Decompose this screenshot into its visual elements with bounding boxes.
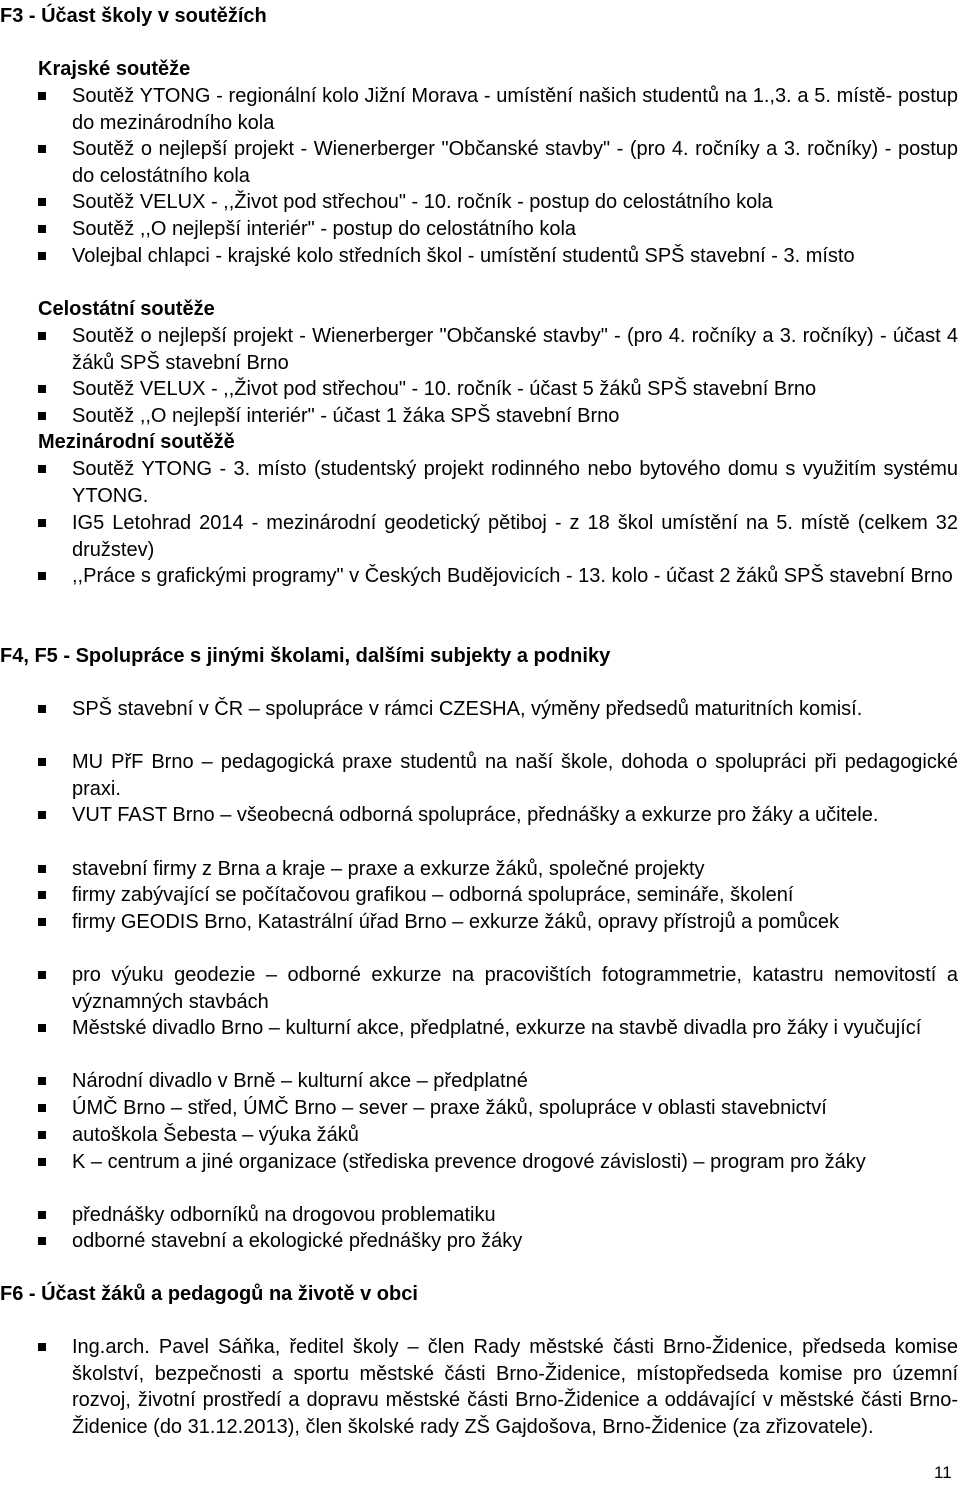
national-competitions-heading: Celostátní soutěže bbox=[38, 298, 215, 320]
list-item: Soutěž o nejlepší projekt - Wienerberger "Občanské stavby" - (pro 4. ročníky a 3. ročníky) - účast 4 žáků SPŠ stavební Brno bbox=[72, 323, 958, 376]
list-item: Soutěž ,,O nejlepší interiér" - účast 1 žáka SPŠ stavební Brno bbox=[72, 403, 958, 430]
list-item: Soutěž ,,O nejlepší interiér" - postup do celostátního kola bbox=[72, 216, 958, 243]
list-item: SPŠ stavební v ČR – spolupráce v rámci CZESHA, výměny předsedů maturitních komisí. bbox=[72, 696, 958, 723]
list-item: odborné stavební a ekologické přednášky pro žáky bbox=[72, 1228, 958, 1255]
list-item: Soutěž VELUX - ,,Život pod střechou" - 10. ročník - účast 5 žáků SPŠ stavební Brno bbox=[72, 376, 958, 403]
list-item: Soutěž YTONG - regionální kolo Jižní Morava - umístění našich studentů na 1.,3. a 5. místě- postup do mezinárodního kola bbox=[72, 83, 958, 136]
list-item: Městské divadlo Brno – kulturní akce, předplatné, exkurze na stavbě divadla pro žáky i vyučující bbox=[72, 1015, 958, 1042]
list-item: MU PřF Brno – pedagogická praxe studentů na naší škole, dohoda o spolupráci při pedagogické praxi. bbox=[72, 749, 958, 802]
list-item: firmy GEODIS Brno, Katastrální úřad Brno – exkurze žáků, opravy přístrojů a pomůcek bbox=[72, 909, 958, 936]
section-f3-title: F3 - Účast školy v soutěžích bbox=[0, 5, 267, 27]
list-item: pro výuku geodezie – odborné exkurze na pracovištích fotogrammetrie, katastru nemovitostí a významných stavbách bbox=[72, 962, 958, 1015]
list-item: IG5 Letohrad 2014 - mezinárodní geodetický pětiboj - z 18 škol umístění na 5. místě (celkem 32 družstev) bbox=[72, 510, 958, 563]
list-item: firmy zabývající se počítačovou grafikou – odborná spolupráce, semináře, školení bbox=[72, 882, 958, 909]
list-item: Soutěž YTONG - 3. místo (studentský projekt rodinného nebo bytového domu s využitím systému YTONG. bbox=[72, 456, 958, 509]
regional-competitions-heading: Krajské soutěže bbox=[38, 58, 191, 80]
list-item: ,,Práce s grafickými programy" v Českých Budějovicích - 13. kolo - účast 2 žáků SPŠ stavební Brno bbox=[72, 563, 958, 590]
list-item: Ing.arch. Pavel Sáňka, ředitel školy – člen Rady městské části Brno-Židenice, předseda komise školství, bezpečnosti a sportu městské části Brno-Židenice, místopředseda komise pro územní rozvoj, životní prostředí a dopravu městské části Brno-Židenice a oddávající v městské části Brno-Židenice (do 31.12.2013), člen školské rady ZŠ Gajdošova, Brno-Židenice (za zřizovatele). bbox=[72, 1334, 958, 1440]
section-f6-title: F6 - Účast žáků a pedagogů na životě v obci bbox=[0, 1283, 418, 1305]
list-item: Volejbal chlapci - krajské kolo středních škol - umístění studentů SPŠ stavební - 3. místo bbox=[72, 243, 958, 270]
list-item: autoškola Šebesta – výuka žáků bbox=[72, 1122, 958, 1149]
list-item: K – centrum a jiné organizace (střediska prevence drogové závislosti) – program pro žáky bbox=[72, 1149, 958, 1176]
list-item: přednášky odborníků na drogovou problematiku bbox=[72, 1202, 958, 1229]
international-competitions-heading: Mezinárodní soutěžě bbox=[38, 431, 235, 453]
list-item: VUT FAST Brno – všeobecná odborná spolupráce, přednášky a exkurze pro žáky a učitele. bbox=[72, 802, 958, 829]
list-item: stavební firmy z Brna a kraje – praxe a exkurze žáků, společné projekty bbox=[72, 856, 958, 883]
page-number: 11 bbox=[934, 1463, 952, 1482]
section-f4-f5-title: F4, F5 - Spolupráce s jinými školami, dalšími subjekty a podniky bbox=[0, 645, 611, 667]
list-item: Národní divadlo v Brně – kulturní akce – předplatné bbox=[72, 1068, 958, 1095]
list-item: Soutěž o nejlepší projekt - Wienerberger "Občanské stavby" - (pro 4. ročníky a 3. ročníky) - postup do celostátního kola bbox=[72, 136, 958, 189]
list-item: Soutěž VELUX - ,,Život pod střechou" - 10. ročník - postup do celostátního kola bbox=[72, 189, 958, 216]
list-item: ÚMČ Brno – střed, ÚMČ Brno – sever – praxe žáků, spolupráce v oblasti stavebnictví bbox=[72, 1095, 958, 1122]
